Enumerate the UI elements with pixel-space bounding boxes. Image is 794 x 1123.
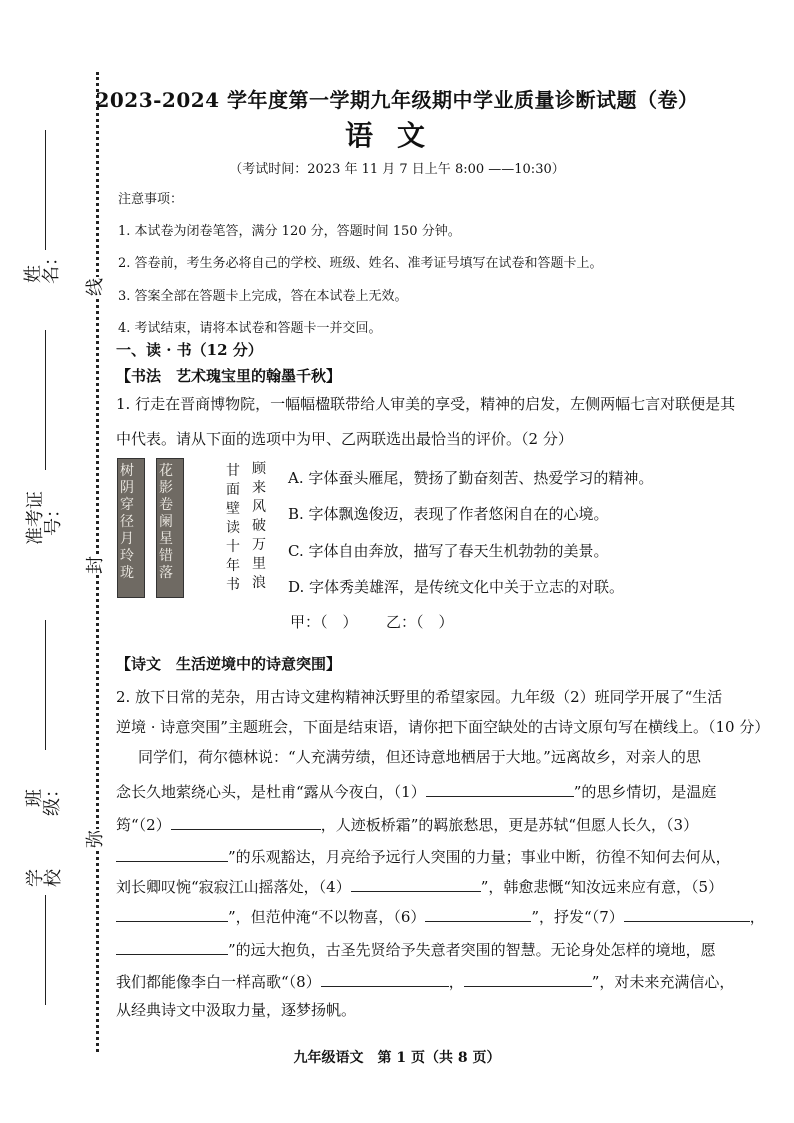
inscription-char: 面 [226, 482, 240, 498]
question-1-line-1: 1. 行走在晋商博物院，一幅幅楹联带给人审美的享受，精神的启发，左侧两幅七言对联便是其 [116, 395, 736, 413]
closing-para-line-5: 刘长卿叹惋“寂寂江山摇落处，（4） ”，韩愈悲慨“知汝远来应有意，（5） [116, 878, 724, 896]
blank-5[interactable] [116, 907, 228, 922]
answer-yi[interactable]: 乙：（ ） [386, 613, 454, 631]
couplet-char: 穿 [120, 497, 134, 513]
inscription-char: 来 [252, 480, 266, 496]
couplet-char: 错 [159, 548, 173, 564]
seal-char-line: 线 [85, 278, 106, 296]
inscription-char: 甘 [226, 463, 240, 479]
calligraphy-heading: 【书法 艺术瑰宝里的翰墨千秋】 [116, 367, 342, 385]
inscription-char: 壁 [226, 501, 240, 517]
inscription-char: 顾 [252, 461, 266, 477]
seal-char-mi: 弥 [85, 830, 106, 848]
option-c[interactable]: C. 字体自由奔放，描写了春天生机勃勃的美景。 [288, 542, 609, 560]
closing-para-line-7: ”的远大抱负，古圣先贤给予失意者突围的智慧。无论身处怎样的境地，愿 [116, 940, 780, 959]
inscription-char: 十 [226, 539, 240, 555]
blank-8b[interactable] [464, 972, 592, 987]
couplet-char: 星 [159, 531, 173, 547]
inscription-char: 浪 [252, 575, 266, 591]
inscription-column-left [225, 462, 241, 595]
couplet-char: 树 [120, 463, 134, 479]
option-d[interactable]: D. 字体秀美雄浑，是传统文化中关于立志的对联。 [288, 578, 625, 596]
inscription-char: 里 [252, 556, 266, 572]
couplet-image-b [156, 458, 184, 598]
subject-title: 语文 [344, 119, 449, 152]
inscription-char: 年 [226, 558, 240, 574]
closing-para-line-9: 从经典诗文中汲取力量，逐梦扬帆。 [116, 1001, 357, 1019]
option-b[interactable]: B. 字体飘逸俊迈，表现了作者悠闲自在的心境。 [288, 505, 609, 523]
inscription-char: 万 [252, 537, 266, 553]
notice-heading: 注意事项： [118, 192, 184, 207]
exam-id-line [45, 330, 46, 470]
closing-para-line-8: 我们都能像李白一样高歌“（8） ， ”，对未来充满信心， [116, 973, 735, 991]
blank-1[interactable] [426, 782, 574, 797]
question-2-line-2: 逆境 · 诗意突围”主题班会，下面是结束语，请你把下面空缺处的古诗文原句写在横线上。（10 分） [116, 718, 770, 736]
class-label: 班级： [24, 780, 63, 816]
exam-time: （考试时间：2023 年 11 月 7 日上午 8:00 ——10:30） [229, 162, 565, 177]
closing-para-line-2: 念长久地萦绕心头，是杜甫“露从今夜白，（1） ”的思乡情切，是温庭 [116, 783, 717, 801]
blank-4[interactable] [351, 877, 481, 892]
closing-para-line-4: ”的乐观豁达，月亮给予远行人突围的力量；事业中断，彷徨不知何去何从， [116, 847, 780, 866]
couplet-image-a [117, 458, 145, 598]
name-label: 姓名： [23, 248, 62, 284]
couplet-char: 卷 [159, 497, 173, 513]
exam-id-label: 准考证号： [25, 491, 64, 545]
class-line [45, 620, 46, 750]
blank-7-cont[interactable] [116, 940, 228, 955]
couplet-char: 阑 [159, 514, 173, 530]
inscription-char: 读 [226, 520, 240, 536]
couplet-char: 花 [159, 463, 173, 479]
notice-item-3: 3. 答案全部在答题卡上完成，答在本试卷上无效。 [118, 289, 408, 304]
closing-para-line-6: ”，但范仲淹“不以物喜，（6） ”，抒发“（7） ， [116, 907, 780, 926]
couplet-char: 月 [120, 531, 134, 547]
couplet-char: 径 [120, 514, 134, 530]
couplet-char: 珑 [120, 565, 134, 581]
blank-2[interactable] [171, 815, 321, 830]
couplet-char: 玲 [120, 548, 134, 564]
seal-char-seal: 封 [85, 556, 106, 574]
notice-item-4: 4. 考试结束，请将本试卷和答题卡一并交回。 [118, 321, 382, 336]
inscription-char: 风 [252, 499, 266, 515]
notice-item-1: 1. 本试卷为闭卷笔答，满分 120 分，答题时间 150 分钟。 [118, 224, 461, 239]
blank-6[interactable] [425, 907, 531, 922]
section-heading: 一、读 · 书（12 分） [116, 341, 263, 359]
closing-para-line-3: 筠“（2） ，人迹板桥霜”的羁旅愁思，更是苏轼“但愿人长久，（3） [116, 816, 699, 834]
school-line [45, 895, 46, 1005]
page-footer: 九年级语文 第 1 页（共 8 页） [293, 1050, 501, 1066]
notice-item-2: 2. 答卷前，考生务必将自己的学校、班级、姓名、准考证号填写在试卷和答题卡上。 [118, 256, 603, 271]
exam-title: 2023-2024 学年度第一学期九年级期中学业质量诊断试题（卷） [95, 88, 699, 112]
couplet-char: 阴 [120, 480, 134, 496]
poetry-heading: 【诗文 生活逆境中的诗意突围】 [116, 655, 342, 673]
blank-7[interactable] [624, 907, 750, 922]
question-2-line-1: 2. 放下日常的芜杂，用古诗文建构精神沃野里的希望家园。九年级（2）班同学开展了“生活 [116, 688, 723, 706]
blank-3[interactable] [116, 847, 228, 862]
option-a[interactable]: A. 字体蚕头雁尾，赞扬了勤奋刻苦、热爱学习的精神。 [288, 469, 654, 487]
couplet-char: 影 [159, 480, 173, 496]
inscription-char: 书 [226, 577, 240, 593]
inscription-column-right [251, 460, 267, 593]
school-label: 学校 [25, 869, 64, 887]
question-1-line-2: 中代表。请从下面的选项中为甲、乙两联选出最恰当的评价。（2 分） [116, 430, 573, 448]
answer-jia[interactable]: 甲：（ ） [290, 613, 358, 631]
inscription-char: 破 [252, 518, 266, 534]
couplet-char: 落 [159, 565, 173, 581]
closing-para-line-1: 同学们，荷尔德林说：“人充满劳绩，但还诗意地栖居于大地。”远离故乡，对亲人的思 [138, 748, 701, 766]
blank-8a[interactable] [321, 972, 449, 987]
